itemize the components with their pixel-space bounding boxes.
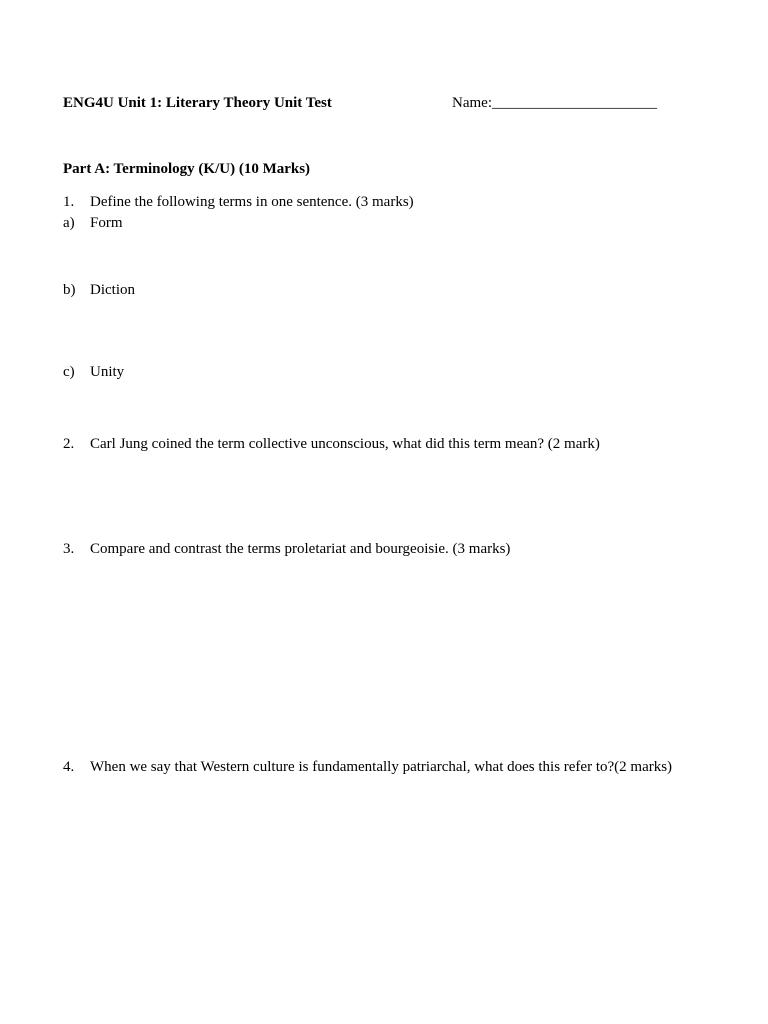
question-number: 3. (63, 541, 75, 557)
question-text: Unity (90, 364, 125, 380)
question-text: Form (90, 215, 123, 231)
question-text: Compare and contrast the terms proletariat and bourgeoisie. (3 marks) (90, 541, 511, 557)
question-text: Define the following terms in one sentence. (3 marks) (90, 194, 414, 210)
question-text: When we say that Western culture is fundamentally patriarchal, what does this refer to?(2 marks) (90, 759, 673, 775)
question-text: Carl Jung coined the term collective unconscious, what did this term mean? (2 mark) (90, 436, 600, 452)
question-number: a) (63, 215, 75, 231)
question-number: 1. (63, 194, 75, 210)
question-number: 4. (63, 759, 75, 775)
name-field-label: Name:______________________ (452, 95, 657, 111)
question-number: c) (63, 364, 75, 380)
question-text: Diction (90, 282, 135, 298)
part-a-heading: Part A: Terminology (K/U) (10 Marks) (63, 161, 311, 177)
test-title: ENG4U Unit 1: Literary Theory Unit Test (63, 95, 332, 111)
question-number: b) (63, 282, 76, 298)
question-number: 2. (63, 436, 75, 452)
